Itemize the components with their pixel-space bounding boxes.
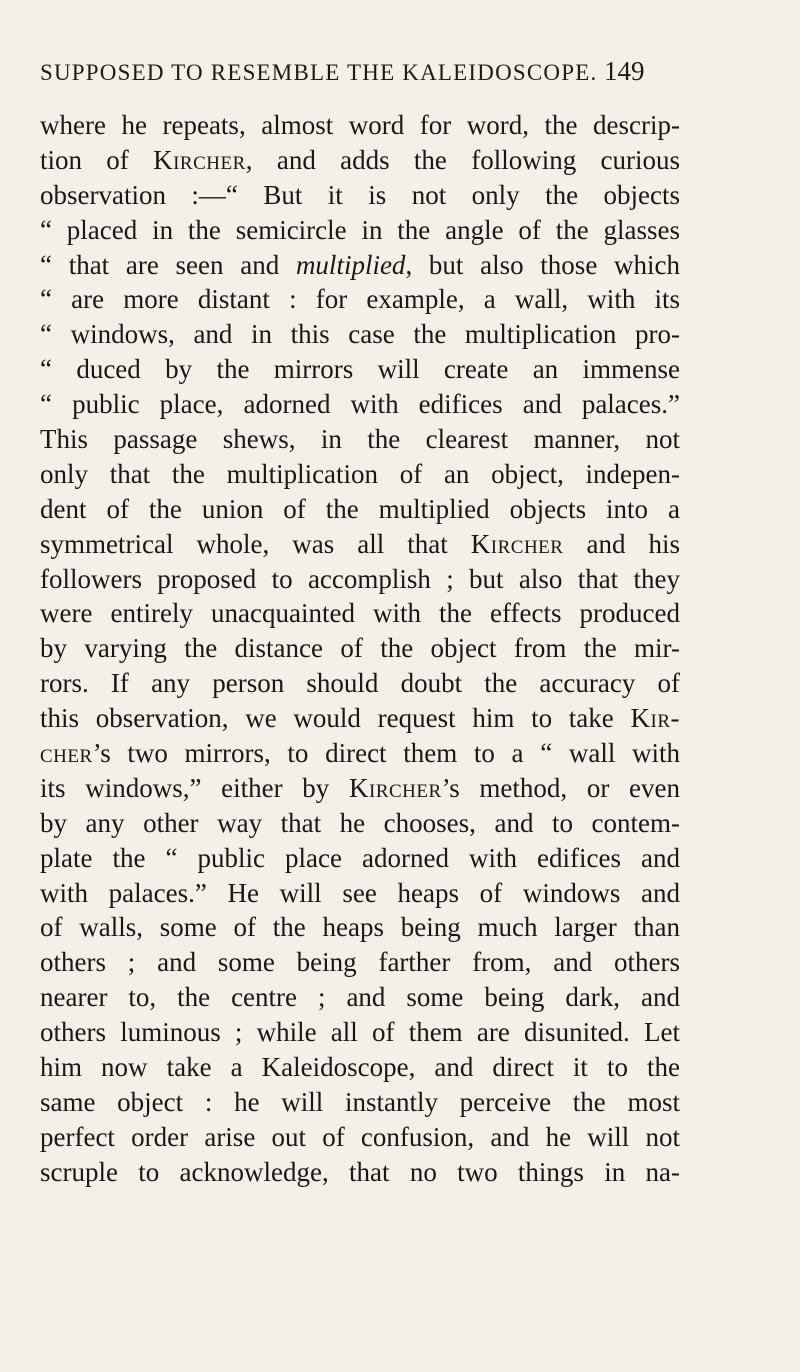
text-run: with palaces.” He will see heaps of windows and bbox=[40, 877, 680, 908]
text-run: This passage shews, in the clearest manner, not bbox=[40, 424, 680, 455]
text-run: of walls, some of the heaps being much larger than bbox=[40, 912, 680, 943]
text-run: scruple to acknowledge, that no two things in na- bbox=[40, 1156, 680, 1187]
text-run: “ placed in the semicircle in the angle of the glasses bbox=[40, 214, 680, 245]
text-line bbox=[40, 422, 680, 457]
text-line bbox=[40, 596, 680, 631]
text-line bbox=[40, 457, 680, 492]
text-line bbox=[40, 317, 680, 352]
text-line bbox=[40, 1155, 680, 1190]
text-run: , and adds the following curious bbox=[245, 144, 680, 175]
running-title: SUPPOSED TO RESEMBLE THE KALEIDOSCOPE. bbox=[40, 60, 598, 85]
text-run: by varying the distance of the object from the mir- bbox=[40, 633, 680, 664]
text-line bbox=[40, 143, 680, 178]
text-run: dent of the union of the multiplied objects into a bbox=[40, 493, 680, 524]
text-line bbox=[40, 527, 680, 562]
text-run: rors. If any person should doubt the accuracy of bbox=[40, 668, 680, 699]
text-run: symmetrical whole, was all that bbox=[40, 528, 471, 559]
text-line bbox=[40, 282, 680, 317]
text-line bbox=[40, 387, 680, 422]
body-text bbox=[40, 108, 680, 1190]
text-run: , but also those which bbox=[405, 249, 680, 280]
page-number: 149 bbox=[604, 56, 645, 86]
text-run: him now take a Kaleidoscope, and direct it to the bbox=[40, 1052, 680, 1083]
text-line bbox=[40, 562, 680, 597]
small-caps-name: Kircher bbox=[349, 772, 442, 803]
text-run: nearer to, the centre ; and some being dark, and bbox=[40, 982, 680, 1013]
text-run: “ duced by the mirrors will create an immense bbox=[40, 354, 680, 385]
running-head bbox=[40, 60, 672, 86]
text-run: ’s two mirrors, to direct them to a “ wall with bbox=[92, 738, 680, 769]
small-caps-name: Kir- bbox=[630, 703, 680, 734]
text-line bbox=[40, 248, 680, 283]
text-run: “ public place, adorned with edifices and palaces.” bbox=[40, 389, 680, 420]
text-run: ’s method, or even bbox=[441, 772, 680, 803]
text-line bbox=[40, 841, 680, 876]
text-line bbox=[40, 1015, 680, 1050]
text-run: “ that are seen and bbox=[40, 249, 296, 280]
text-line bbox=[40, 736, 680, 771]
text-line bbox=[40, 945, 680, 980]
text-run: others ; and some being farther from, and others bbox=[40, 947, 680, 978]
text-line bbox=[40, 666, 680, 701]
text-run: “ are more distant : for example, a wall, with its bbox=[40, 284, 680, 315]
text-line bbox=[40, 1120, 680, 1155]
text-line bbox=[40, 771, 680, 806]
text-line bbox=[40, 108, 680, 143]
text-run: by any other way that he chooses, and to contem- bbox=[40, 807, 680, 838]
text-line bbox=[40, 492, 680, 527]
text-run: this observation, we would request him to take bbox=[40, 703, 631, 734]
text-run: its windows,” either by bbox=[40, 772, 350, 803]
text-run: perfect order arise out of confusion, and he will not bbox=[40, 1121, 680, 1152]
text-line bbox=[40, 1085, 680, 1120]
text-line bbox=[40, 1050, 680, 1085]
text-line bbox=[40, 352, 680, 387]
text-run: observation :—“ But it is not only the objects bbox=[40, 179, 680, 210]
small-caps-name: Kircher bbox=[153, 144, 246, 175]
text-run: tion of bbox=[40, 144, 154, 175]
text-line bbox=[40, 876, 680, 911]
text-line bbox=[40, 631, 680, 666]
text-run: where he repeats, almost word for word, the descrip- bbox=[40, 110, 680, 140]
text-run: same object : he will instantly perceive the most bbox=[40, 1086, 680, 1117]
text-line bbox=[40, 980, 680, 1015]
text-run: only that the multiplication of an object, indepen- bbox=[40, 458, 680, 489]
italic-word: multiplied bbox=[295, 249, 406, 280]
text-line bbox=[40, 178, 680, 213]
small-caps-name: Kircher bbox=[470, 528, 564, 559]
text-run: “ windows, and in this case the multiplication pro- bbox=[40, 319, 680, 350]
text-line bbox=[40, 213, 680, 248]
small-caps-name: cher bbox=[40, 738, 93, 769]
text-line bbox=[40, 806, 680, 841]
text-run: were entirely unacquainted with the effects produced bbox=[40, 598, 680, 629]
text-line bbox=[40, 910, 680, 945]
text-line bbox=[40, 701, 680, 736]
text-run: plate the “ public place adorned with edifices and bbox=[40, 842, 680, 873]
text-run: and his bbox=[563, 528, 680, 559]
text-run: others luminous ; while all of them are disunited. Let bbox=[40, 1017, 680, 1048]
text-run: followers proposed to accomplish ; but also that they bbox=[40, 563, 680, 594]
